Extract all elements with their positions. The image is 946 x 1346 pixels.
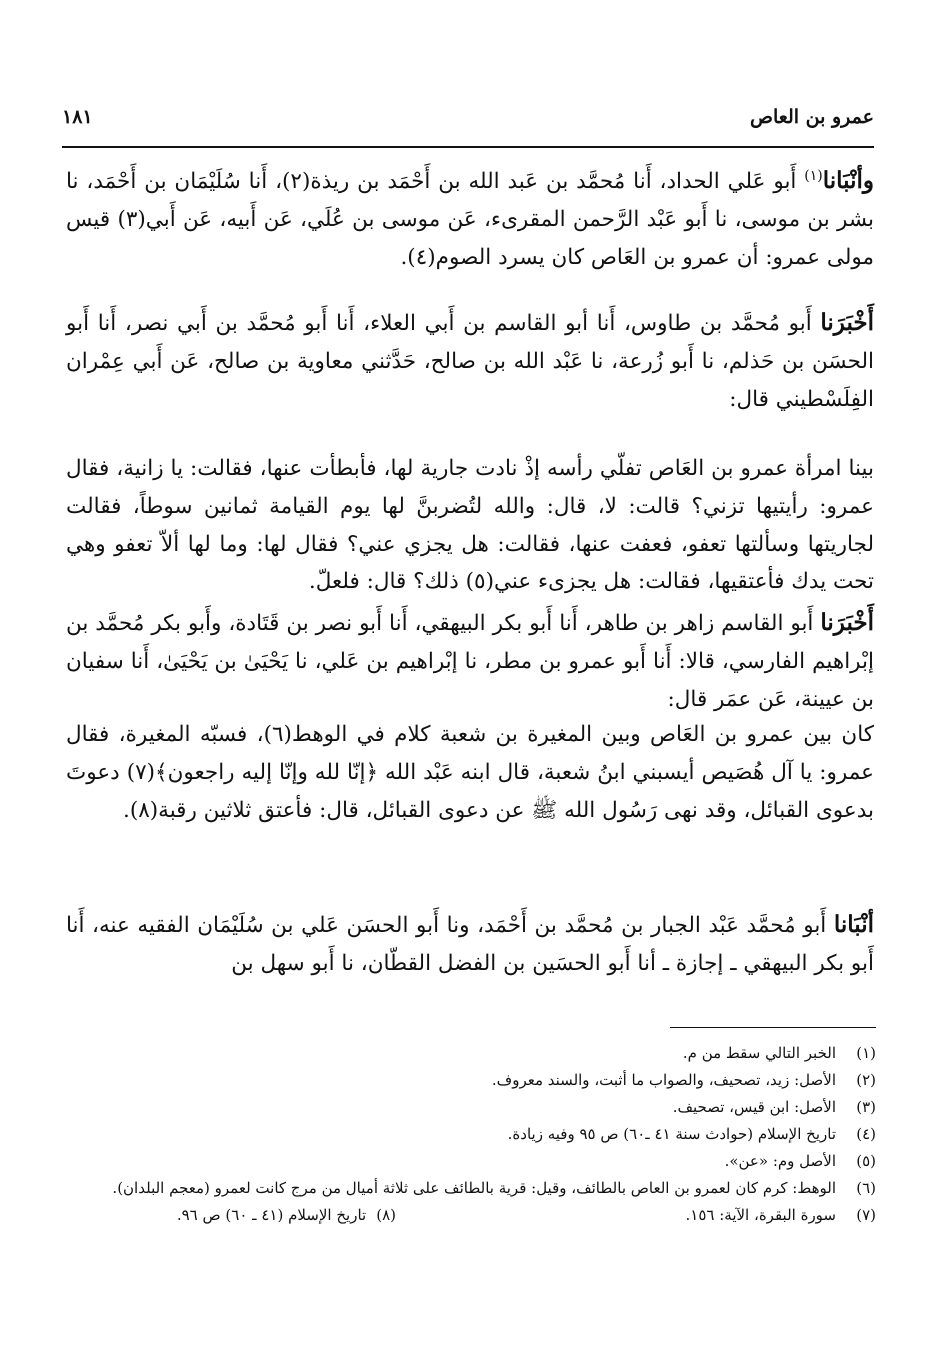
- footnote: [82, 1067, 876, 1094]
- footnote-pair: [82, 1202, 876, 1229]
- footnote-text: الأصل: زيد، تصحيف، والصواب ما أثبت، والسند معروف.: [491, 1071, 836, 1089]
- header-title: عمرو بن العاص: [750, 106, 874, 128]
- paragraph-text: أَبو مُحمَّد بن طاوس، أَنا أبو القاسم بن أَبي العلاء، أَنا أَبو مُحمَّد بن أَبي نصر، أَنا أَبو الحسَن بن حَذلم، نا أَبو زُرعة، نا عَبْد الله بن صالح، حَدَّثني معاوية بن صالح، عَن أَبي عِمْران الفِلَسْطيني قال:: [66, 311, 874, 412]
- paragraph-text: كان بين عمرو بن العَاص وبين المغيرة بن شعبة كلام في الوهط(٦)، فسبّه المغيرة، فقال عمرو: يا آل هُصَيص أيسبني ابنُ شعبة، قال ابنه عَبْد الله ﴿إنّا لله وإنّا إليه راجعون﴾(٧) دعوتَ بدعوى القبائل، وقد نهى رَسُول الله ﷺ عن دعوى القبائل، قال: فأعتق ثلاثين رقبة(٨).: [66, 722, 874, 823]
- footnotes: [82, 1040, 876, 1229]
- running-header: [62, 104, 874, 138]
- paragraph-text: أَبو عَلي الحداد، أَنا مُحمَّد بن عَبد الله بن أَحْمَد بن ريذة(٢)، أَنا سُلَيْمَان بن أَحْمَد، نا بشر بن موسى، نا أَبو عَبْد الرَّحمن المقرىء، عَن موسى بن عُلَي، عَن أَبيه، عَن أَبي(٣) قيس مولى عمرو: أن عمرو بن العَاص كان يسرد الصوم(٤).: [66, 169, 875, 270]
- footnote: [82, 1148, 876, 1175]
- paragraph-text: أَبو مُحمَّد عَبْد الجبار بن مُحمَّد بن أَحْمَد، ونا أَبو الحسَن عَلي بن سُلَيْمَان الفقيه عنه، أَنا أَبو بكر البيهقي ـ إجازة ـ أنا أَبو الحسَين بن الفضل القطّان، نا أَبو سهل بن: [66, 913, 874, 976]
- footnote-text: الأصل وم: «عن».: [724, 1152, 836, 1170]
- footnote-text: سورة البقرة، الآية: ١٥٦.: [685, 1206, 836, 1224]
- footnote: [82, 1094, 876, 1121]
- paragraph-text: بينا امرأة عمرو بن العَاص تفلّي رأسه إذْ نادت جارية لها، فأبطأت عنها، فقالت: يا زانية، فقال عمرو: رأيتيها تزني؟ قالت: لا، قال: والله لتُضربنَّ لها يوم القيامة ثمانين سوطاً، فقالت لجاريتها وسألتها تعفو، فعفت عنها، فقالت: هل يجزي عني؟ فقال لها: وما لها ألاّ تعفو وهي تحت يدك فأعتقيها، فقالت: هل يجزىء عني(٥) ذلك؟ قال: فلعلّ.: [66, 456, 874, 595]
- footnote-text: تاريخ الإسلام (٤١ ـ ٦٠) ص ٩٦.: [176, 1206, 367, 1224]
- paragraph-5: [66, 716, 874, 829]
- footnote-text: الأصل: ابن قيس، تصحيف.: [672, 1098, 836, 1116]
- paragraph-lead: أَخْبَرَنا: [820, 309, 874, 336]
- paragraph-lead: أَخْبَرَنا: [820, 609, 874, 636]
- footnote-number: (٢): [856, 1071, 876, 1089]
- paragraph-1: [66, 158, 874, 277]
- footnote-rule: [670, 1027, 876, 1028]
- paragraph-lead: وأنْبَانا: [822, 167, 875, 195]
- footnote: [82, 1121, 876, 1148]
- header-rule: [62, 146, 874, 148]
- footnote-number: (١): [856, 1044, 876, 1062]
- paragraph-6: [66, 906, 874, 983]
- paragraph-lead: أنْبَانا: [833, 911, 874, 938]
- footnote-text: تاريخ الإسلام (حوادث سنة ٤١ ـ٦٠) ص ٩٥ وفيه زيادة.: [507, 1125, 836, 1143]
- paragraph-text: أَبو القاسم زاهر بن طاهر، أَنا أَبو بكر البيهقي، أَنا أَبو نصر بن قَتَادة، وأَبو بكر مُحمَّد بن إبْراهيم الفارسي، قالا: أَنا أَبو عمرو بن مطر، نا إبْراهيم بن عَلي، نا يَحْيَىٰ بن يَحْيَىٰ، أَنا سفيان بن عيينة، عَن عمَر قال:: [66, 611, 874, 712]
- footnote-number: (٤): [856, 1125, 876, 1143]
- footnote-text: الخبر التالي سقط من م.: [682, 1044, 836, 1062]
- footnote-number: (٣): [856, 1098, 876, 1116]
- footnote: [82, 1040, 876, 1067]
- paragraph-4: [66, 604, 874, 718]
- page-number: ١٨١: [62, 106, 93, 128]
- footnote: [82, 1175, 876, 1202]
- footnote-text: الوهط: كرم كان لعمرو بن العاص بالطائف، وقيل: قرية بالطائف على ثلاثة أميال من مرج كانت لعمرو (معجم البلدان).: [112, 1179, 836, 1197]
- paragraph-3: [66, 450, 874, 601]
- footnote-number: (٧): [856, 1206, 876, 1224]
- footnote-number: (٨): [376, 1206, 396, 1224]
- footnote-ref: (١): [804, 168, 823, 184]
- paragraph-2: [66, 304, 874, 418]
- footnote-number: (٥): [856, 1152, 876, 1170]
- footnote-number: (٦): [856, 1179, 876, 1197]
